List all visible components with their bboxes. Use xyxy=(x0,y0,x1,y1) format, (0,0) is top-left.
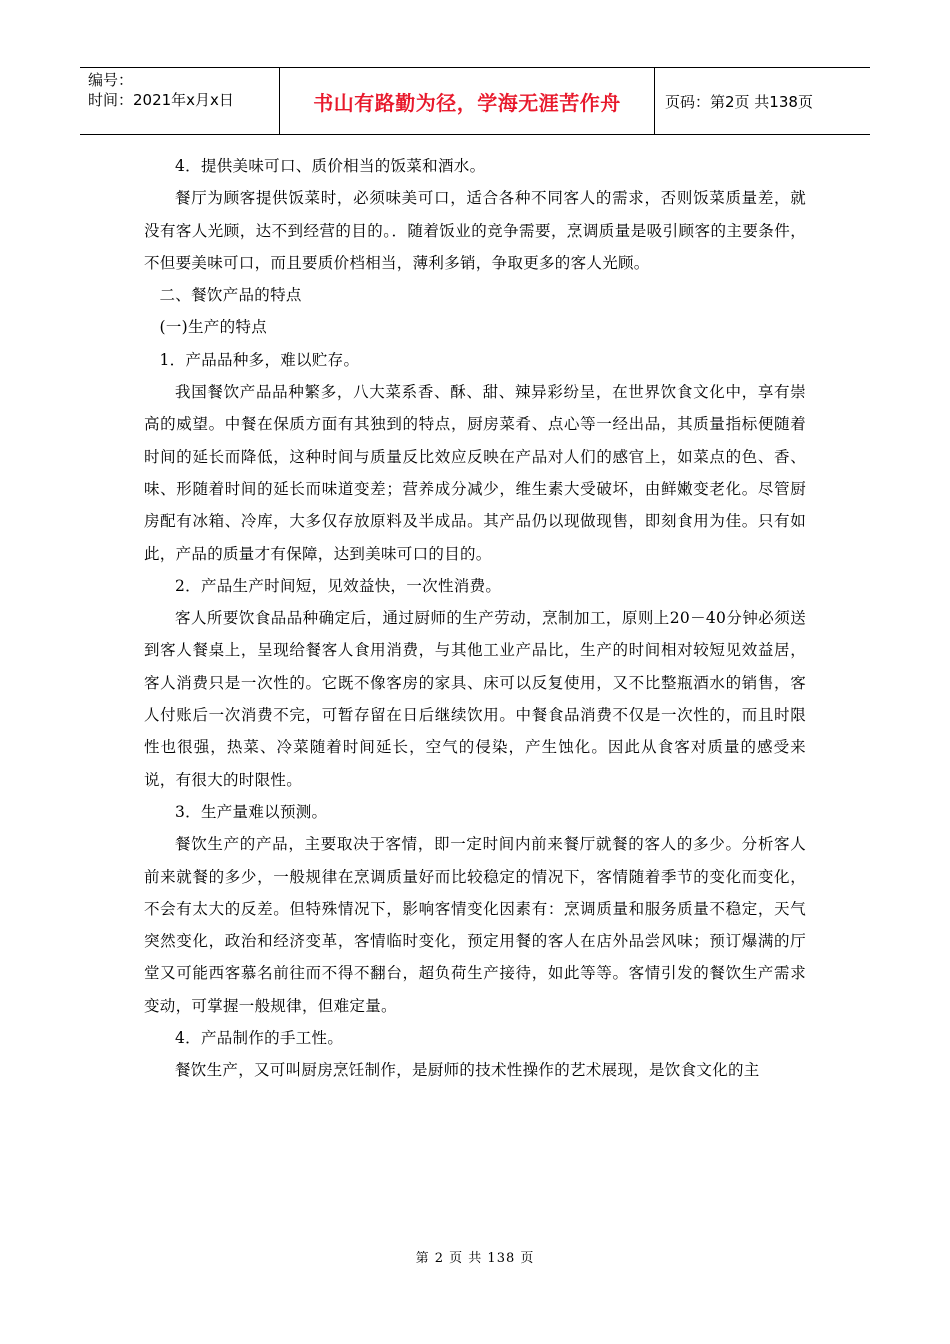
header-page-cell xyxy=(655,68,870,134)
time-label: 时间：2021年x月x日 xyxy=(88,91,234,109)
page-footer xyxy=(0,1247,950,1266)
header-meta-cell xyxy=(80,68,280,134)
footer-page-number: 第 2 页 共 138 页 xyxy=(415,1251,535,1266)
number-label: 编号： xyxy=(88,71,134,89)
page-header xyxy=(80,67,870,135)
paragraph: 客人所要饮食品品种确定后，通过厨师的生产劳动，烹制加工，原则上20－40分钟必须送到客人餐桌上，呈现给餐客人食用消费，与其他工业产品比，生产的时间相对较短见效益居，客人消费只是一次性的。它既不像客房的家具、床可以反复使用，又不比整瓶酒水的销售，客人付账后一次消费不完，可暂存留在日后继续饮用。中餐食品消费不仅是一次性的，而且时限性也很强，热菜、冷菜随着时间延长，空气的侵染，产生蚀化。因此从食客对质量的感受来说，有很大的时限性。 xyxy=(144,609,806,789)
subsection-heading: (一)生产的特点 xyxy=(159,318,267,337)
paragraph: 4．提供美味可口、质价相当的饭菜和酒水。 xyxy=(175,157,486,175)
item-heading: 2．产品生产时间短，见效益快，一次性消费。 xyxy=(175,576,502,595)
paragraph: 餐饮生产，又可叫厨房烹饪制作，是厨师的技术性操作的艺术展现，是饮食文化的主 xyxy=(175,1061,760,1080)
header-motto-cell xyxy=(280,68,655,134)
item-heading: 1．产品品种多，难以贮存。 xyxy=(159,350,360,369)
paragraph: 我国餐饮产品品种繁多，八大菜系香、酥、甜、辣异彩纷呈，在世界饮食文化中，享有崇高的威望。中餐在保质方面有其独到的特点，厨房菜肴、点心等一经出品，其质量指标便随着时间的延长而降低，这种时间与质量反比效应反映在产品对人们的感官上，如菜点的色、香、味、形随着时间的延长而味道变差；营养成分减少，维生素大受破坏，由鲜嫩变老化。尽管厨房配有冰箱、冷库，大多仅存放原料及半成品。其产品仍以现做现售，即刻食用为佳。只有如此，产品的质量才有保障，达到美味可口的目的。 xyxy=(144,383,806,563)
item-heading: 3．生产量难以预测。 xyxy=(175,802,328,821)
section-heading: 二、餐饮产品的特点 xyxy=(159,286,302,305)
item-heading: 4．产品制作的手工性。 xyxy=(175,1029,344,1048)
paragraph: 餐厅为顾客提供饭菜时，必须味美可口，适合各种不同客人的需求，否则饭菜质量差，就没有客人光顾，达不到经营的目的。．随着饭业的竞争需要，烹调质量是吸引顾客的主要条件，不但要美味可口，而且要质价档相当，薄利多销，争取更多的客人光顾。 xyxy=(144,189,806,272)
paragraph: 餐饮生产的产品，主要取决于客情，即一定时间内前来餐厅就餐的客人的多少。分析客人前来就餐的多少，一般规律在烹调质量好而比较稳定的情况下，客情随着季节的变化而变化，不会有太大的反差。但特殊情况下，影响客情变化因素有：烹调质量和服务质量不稳定，天气突然变化，政治和经济变革，客情临时变化，预定用餐的客人在店外品尝风味；预订爆满的厅堂又可能西客慕名前往而不得不翻台，超负荷生产接待，如此等等。客情引发的餐饮生产需求变动，可掌握一般规律，但难定量。 xyxy=(144,835,806,1015)
document-body xyxy=(144,150,806,1087)
motto-text: 书山有路勤为径，学海无涯苦作舟 xyxy=(313,90,621,115)
page-info: 页码：第2页 共138页 xyxy=(665,92,813,111)
